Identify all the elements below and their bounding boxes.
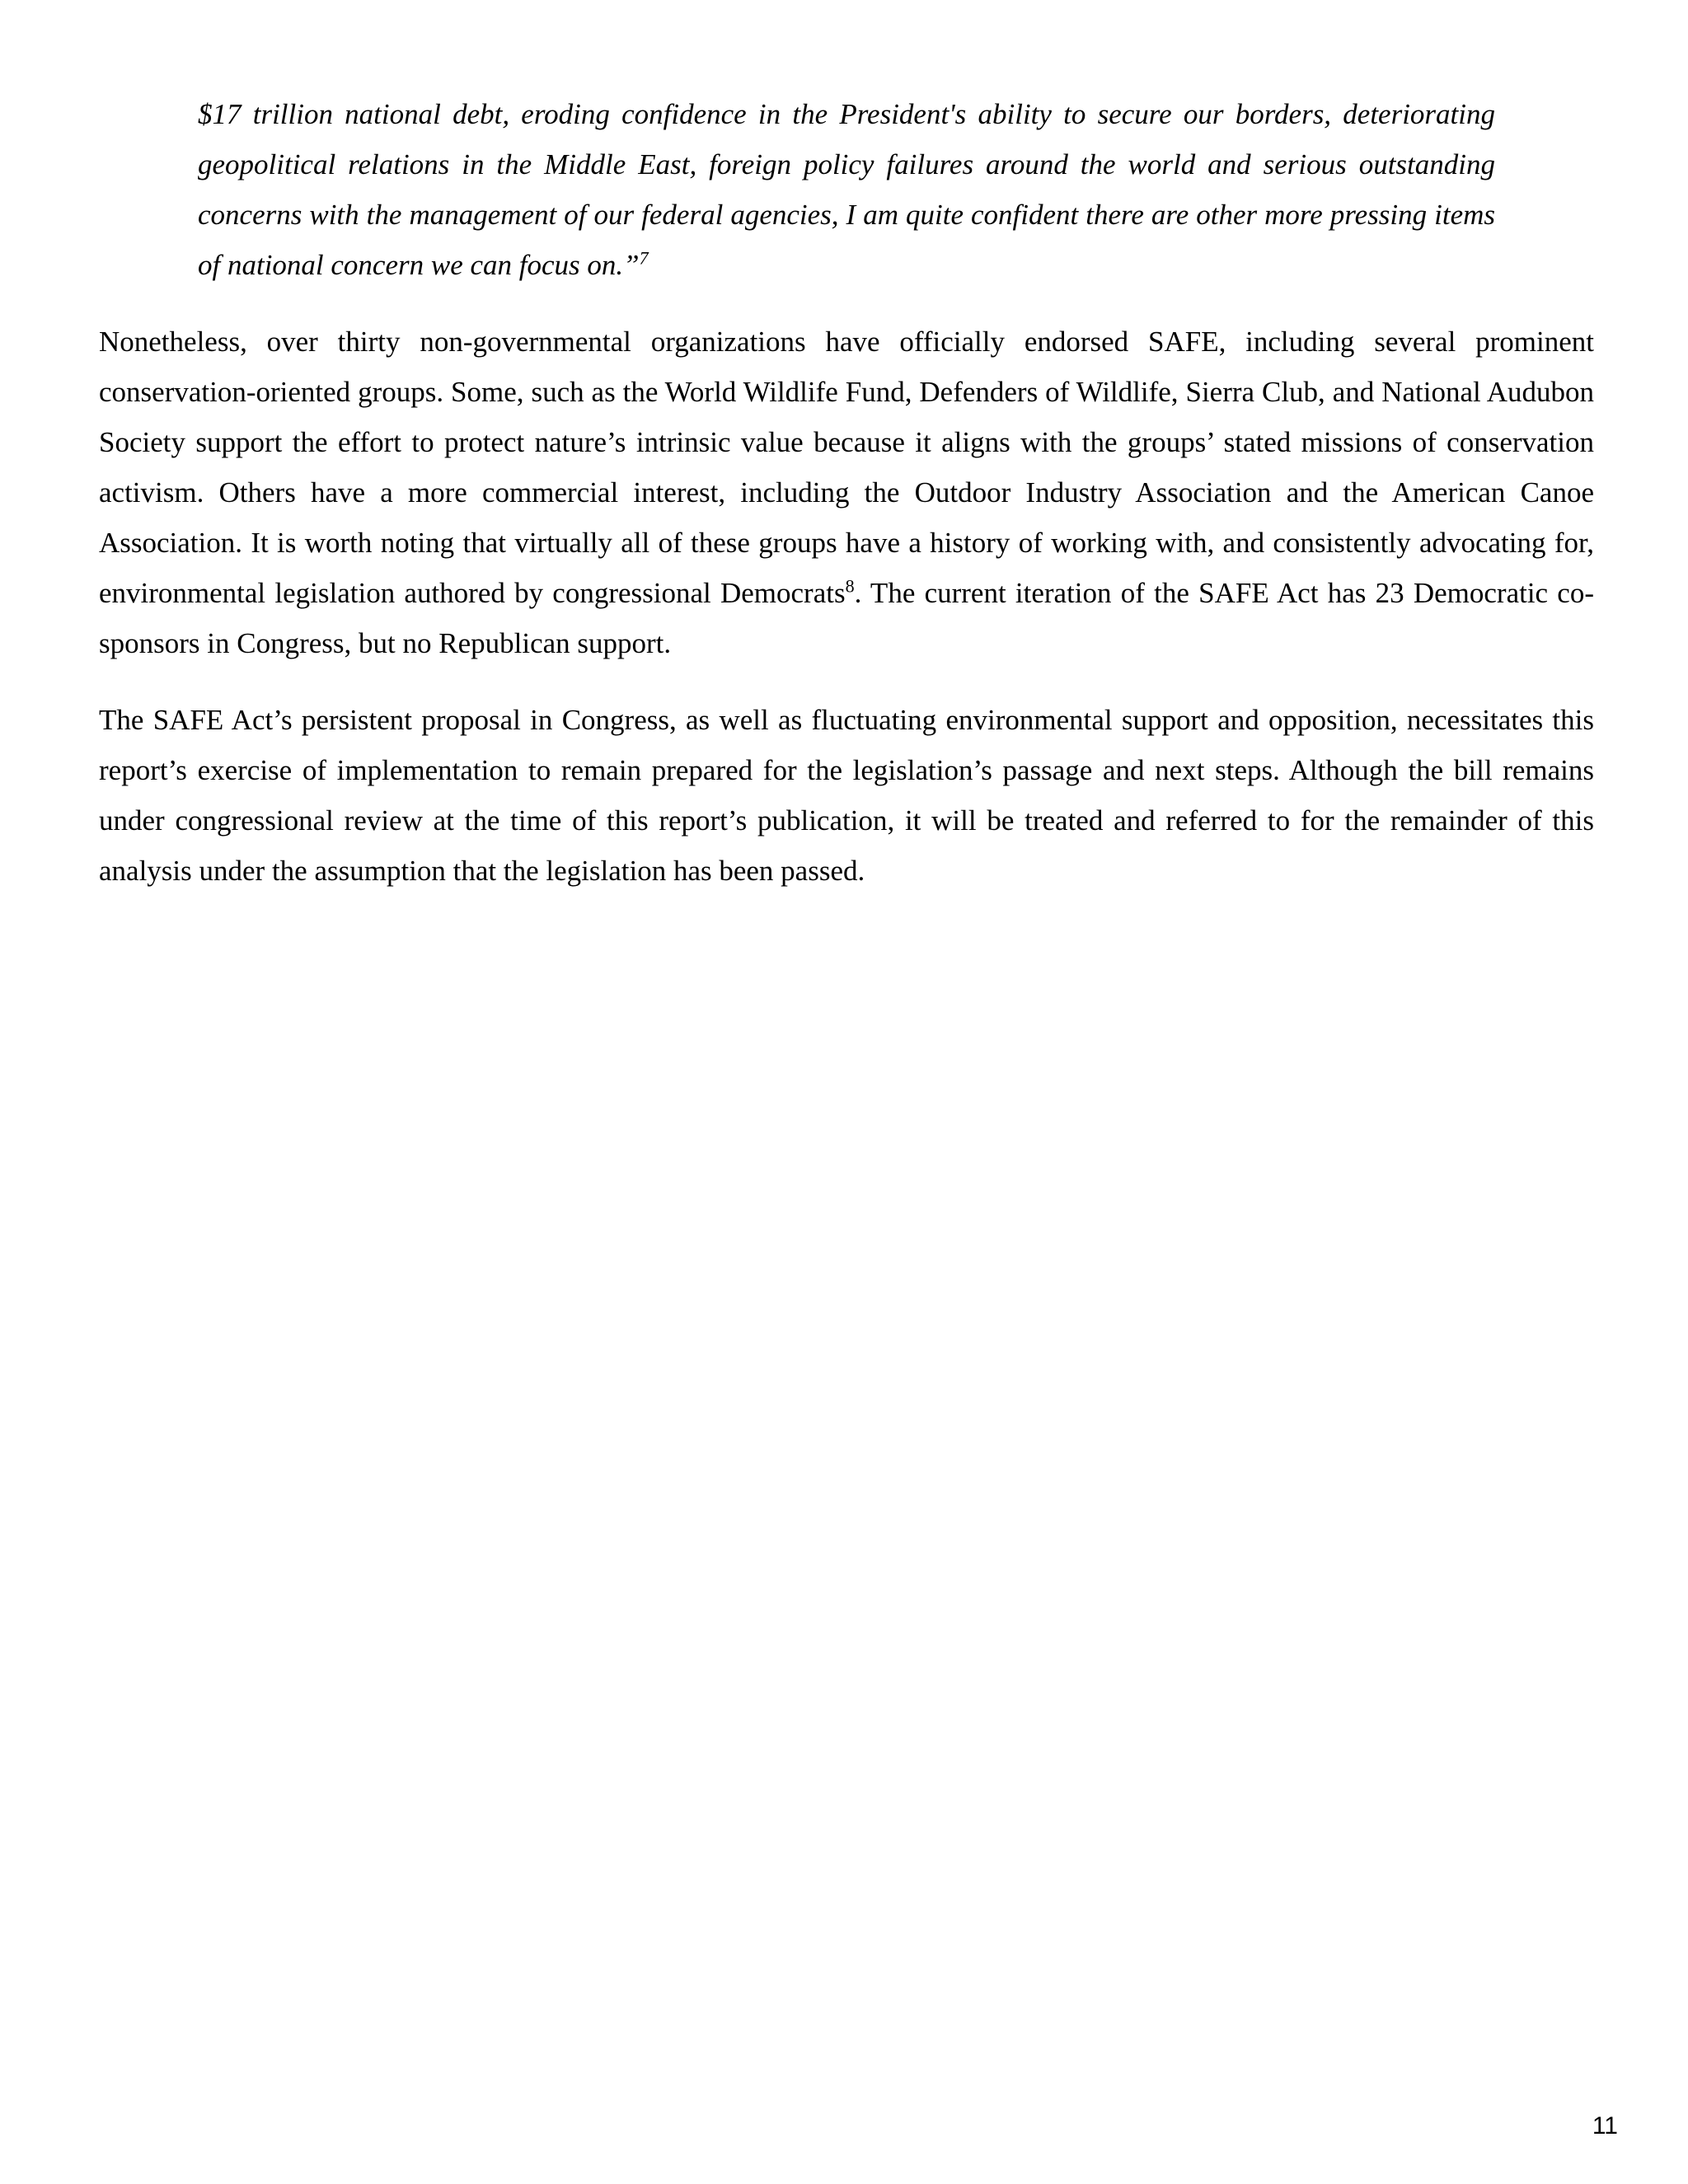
page-number: 11 — [1592, 2112, 1618, 2139]
paragraph-1-text-b: . The current iteration of the SAFE Act has 23 Democratic co-sponsors in Congress, but no Republican support. — [99, 577, 1595, 659]
paragraph-2-text: The SAFE Act’s persistent proposal in Congress, as well as fluctuating environmental support and opposition, necessitates this report’s exercise of implementation to remain prepared for the legislation’s passage and next steps. Although the bill remains under congressional review at the time of this report’s publication, it will be treated and referred to for the remainder of this analysis under the assumption that the legislation has been passed. — [99, 704, 1594, 887]
body-paragraph-1 — [99, 316, 1594, 668]
footnote-ref-7[interactable]: 7 — [639, 247, 649, 269]
footnote-ref-8[interactable]: 8 — [845, 575, 855, 597]
block-quote — [198, 89, 1495, 290]
paragraph-1-text-a: Nonetheless, over thirty non-governmental organizations have officially endorsed SAFE, including several prominent conservation-oriented groups. Some, such as the World Wildlife Fund, Defenders of Wildlife, Sierra Club, and National Audubon Society support the effort to protect nature’s intrinsic value because it aligns with the groups’ stated missions of conservation activism. Others have a more commercial interest, including the Outdoor Industry Association and the American Canoe Association. It is worth noting that virtually all of these groups have a history of working with, and consistently advocating for, environmental legislation authored by congressional Democrats — [99, 326, 1594, 609]
quote-text: $17 trillion national debt, eroding confidence in the President's ability to secure our borders, deteriorating geopolitical relations in the Middle East, foreign policy failures around the world and serious outstanding concerns with the management of our federal agencies, I am quite confident there are other more pressing items of national concern we can focus on.” — [198, 98, 1495, 281]
body-paragraph-2 — [99, 695, 1594, 896]
